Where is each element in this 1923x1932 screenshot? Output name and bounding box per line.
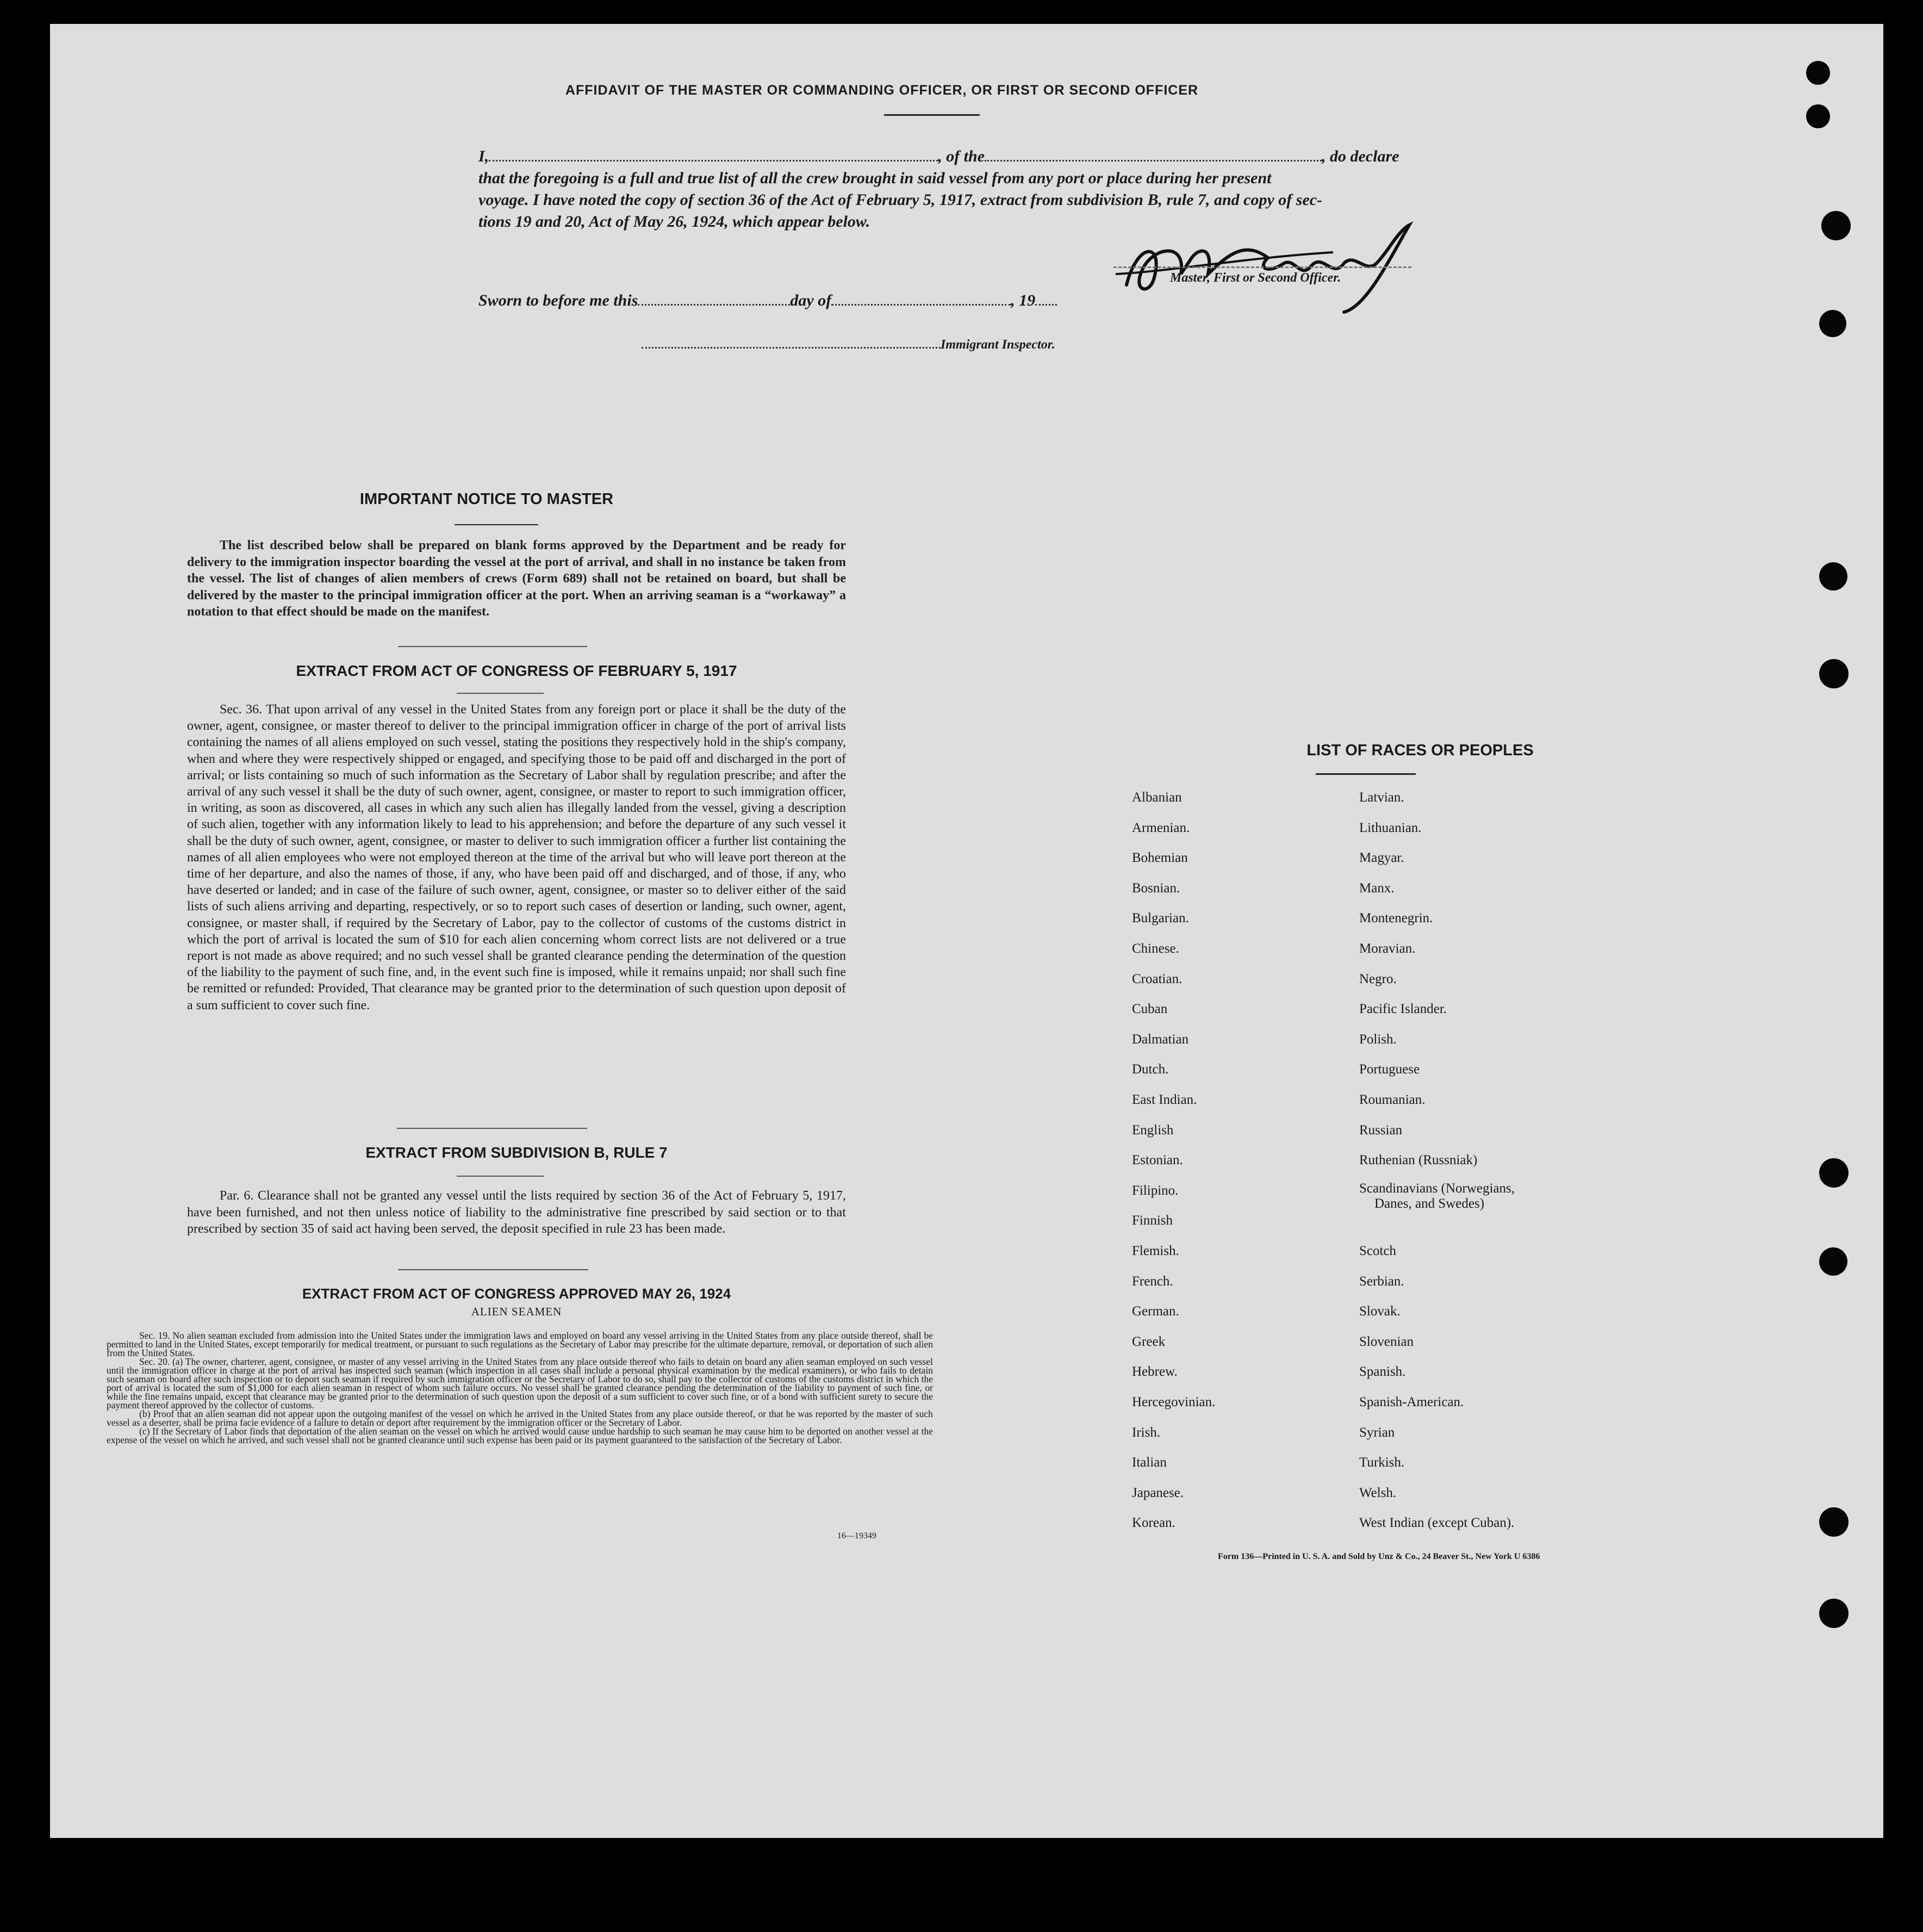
race-item: Chinese. [1132,941,1179,956]
race-item: Montenegrin. [1359,911,1433,926]
race-item: Bulgarian. [1132,911,1189,926]
race-item: Portuguese [1359,1062,1420,1077]
rule7-body: Par. 6. Clearance shall not be granted any vessel until the lists required by section 36 of the Act of February 5, 1917, have been furnished, and not then unless notice of liability to the administrative fine prescribed by said section or to that prescribed by section 35 of said act having been served, the deposit specified in rule 23 has been made. [187,1189,846,1236]
binder-hole [1806,104,1830,128]
race-item: West Indian (except Cuban). [1359,1515,1515,1531]
extract-1924-title: EXTRACT FROM ACT OF CONGRESS APPROVED MAY 26, 1924 [302,1285,731,1302]
sworn-prefix: Sworn to before me this [478,291,638,309]
race-item: Moravian. [1359,941,1416,956]
race-item: Bosnian. [1132,880,1180,896]
race-item: Syrian [1359,1425,1395,1440]
inspector-label: Immigrant Inspector. [941,338,1055,352]
race-item: Flemish. [1132,1244,1179,1258]
binder-hole [1819,310,1846,337]
extract-1917-body: Sec. 36. That upon arrival of any vessel in the United States from any foreign port or place it shall be the duty of the owner, agent, consignee, or master thereof to deliver to the principal immigration officer in charge of the port of arrival lists containing the names of all aliens employed on such vessel, stating the positions they respectively hold in the ship's company, when and where they were respectively shipped or engaged, and specifying those to be paid off and discharged in the port of arrival; or lists containing so much of such information as the Secretary of Labor shall by regulation prescribe; and after the arrival of any such vessel it shall be the duty of such owner, agent, consignee, or master to report to such immigration officer, in writing, as soon as discovered, all cases in which any such alien has illegally landed from the vessel, giving a description of such alien, together with any information likely to lead to his apprehension; and before the departure of any such vessel it shall be the duty of such owner, agent, consignee, or master to deliver to such immigration officer a further list containing the names of all alien employees who were not employed thereon at the time of the arrival but who will leave port thereon at the time of her departure, and also the names of those, if any, who have been paid off and discharged, and of those, if any, who have deserted or landed; and in case of the failure of such owner, agent, consignee, or master so to deliver either of the said lists of such aliens arriving and departing, respectively, or so to report such cases of desertion or landing, such owner, agent, consignee, or master shall, if required by the Secretary of Labor, pay to the collector of customs of the customs district in which the port of arrival is located the sum of $10 for each alien concerning whom correct lists are not delivered or a true report is not made as above required; and no such vessel shall be granted clearance pending the determination of the question of the liability to the payment of such fine, and, in the event such fine is imposed, while it remains unpaid; nor shall such fine be remitted or refunded: Provided, That clearance may be granted prior to the determination of such question upon deposit of a sum sufficient to cover such fine. [187,703,846,1012]
extract-1924-subtitle: ALIEN SEAMEN [471,1305,562,1318]
divider [397,1128,587,1129]
rule7-rule [457,1176,544,1177]
race-item: Polish. [1359,1032,1397,1047]
race-item: Turkish. [1359,1455,1405,1470]
race-item: Albanian [1132,790,1182,805]
race-item: East Indian. [1132,1092,1197,1107]
name-blank [489,148,938,161]
binder-hole [1819,1599,1849,1628]
binder-hole [1819,659,1849,688]
sworn-year: , 19 [1011,291,1036,309]
sworn-month-blank [831,292,1011,306]
sworn-day: day of [790,291,832,309]
affidavit-line-2: that the foregoing is a full and true list of all the crew brought in said vessel from any port or place during her present [478,169,1272,187]
race-item: Cuban [1132,1002,1168,1017]
extract-1917-title: EXTRACT FROM ACT OF CONGRESS OF FEBRUARY 5, 1917 [296,662,737,679]
race-item: English [1132,1122,1174,1138]
inspector-line [642,335,1055,352]
race-item: Ruthenian (Russniak) [1359,1153,1478,1168]
notice-title: IMPORTANT NOTICE TO MASTER [359,490,614,508]
inspector-blank [642,335,941,349]
title-rule [884,114,980,116]
race-item: Spanish-American. [1359,1395,1464,1409]
rule7-title: EXTRACT FROM SUBDIVISION B, RULE 7 [365,1144,668,1161]
race-item: Scotch [1359,1244,1397,1258]
race-item: Serbian. [1359,1273,1404,1289]
sec-20b: (b) Proof that an alien seaman did not appear upon the outgoing manifest of the vessel on which he arrived in the United States from any place outside thereof, or that he was reported by the master of such vessel as a deserter, shall be prima facie evidence of a failure to detain or deport after requirement by the immigration officer or the Secretary of Labor. [107,1408,933,1428]
sec-19: Sec. 19. No alien seaman excluded from admission into the United States under the immigration laws and employed on board any vessel arriving in the United States from any place outside thereof, shall be permitted to land in the United States, except temporarily for medical treatment, or pursuant to such regulations as the Secretary of Labor may prescribe for the ultimate departure, removal, or deportation of such alien from the United States. [107,1330,933,1358]
binder-hole [1821,211,1851,240]
divider [398,1269,588,1270]
race-item: Dalmatian [1132,1032,1189,1047]
sworn-year-blank [1035,292,1057,306]
race-item: Magyar. [1359,850,1404,866]
race-item: Slovak. [1359,1304,1401,1319]
race-item: German. [1132,1304,1179,1319]
race-item: Slovenian [1359,1334,1414,1349]
footer-imprint: Form 136—Printed in U. S. A. and Sold by Unz & Co., 24 Beaver St., New York U 6386 [1218,1552,1540,1561]
race-item: Greek [1132,1334,1166,1349]
notice-rule [455,524,538,525]
race-item: Danes, and Swedes) [1374,1196,1485,1211]
notice-body: The list described below shall be prepared on blank forms approved by the Department and be ready for delivery to the immigration inspector boarding the vessel at the port of arrival, and shall in no instance be taken from the vessel. The list of changes of alien members of crews (Form 689) shall not be retained on board, but shall be delivered by the master to the principal immigration officer at the port. When an arriving seaman is a “workaway” a notation to that effect should be made on the manifest. [187,538,846,619]
line1-declare: , do declare [1322,147,1399,165]
line1-i: I, [478,147,489,165]
race-item: French. [1132,1273,1173,1289]
race-item: Manx. [1359,880,1395,896]
signature-line [1113,266,1411,268]
line1-of-the: , of the [938,147,985,165]
race-item: Lithuanian. [1359,820,1422,835]
race-item: Pacific Islander. [1359,1002,1447,1017]
affidavit-line-4: tions 19 and 20, Act of May 26, 1924, which appear below. [478,213,870,231]
affidavit-line-1 [478,146,1490,167]
binder-hole [1819,1158,1849,1188]
race-item: Estonian. [1132,1153,1183,1168]
races-rule [1316,773,1416,775]
race-item: Scandinavians (Norwegians, [1359,1181,1515,1196]
race-item: Armenian. [1132,820,1190,835]
extract-1917-rule [457,693,544,694]
race-item: Bohemian [1132,850,1188,866]
binder-hole [1819,1507,1849,1537]
vessel-blank [985,148,1322,161]
race-item: Welsh. [1359,1485,1397,1500]
form-code: 16—19349 [837,1531,876,1540]
form-sheet [50,24,1883,1838]
race-item: Croatian. [1132,971,1183,986]
signature-caption: Master, First or Second Officer. [1170,271,1341,285]
race-item: Irish. [1132,1425,1161,1440]
race-item: Italian [1132,1455,1167,1470]
binder-hole [1806,61,1830,85]
race-item: Negro. [1359,971,1397,986]
sec-20a: Sec. 20. (a) The owner, charterer, agent, consignee, or master of any vessel arriving in the United States from any place outside thereof who fails to detain on board any alien seaman employed on such vessel until the immigration officer in charge at the port of arrival has inspected such seaman (which inspection in all cases shall include a personal physical examination by the medical examiners), or who fails to detain such seaman on board after such inspection or to deport such seaman if required by such immigration officer or the Secretary of Labor to do so, shall pay to the collector of customs of the customs district in which the port of arrival is located the sum of $1,000 for each alien seaman in respect of whom such failure occurs. No vessel shall be granted clearance pending the determination of the liability to payment of such fine, or while the fine remains unpaid, except that clearance may be granted prior to the determination of such question upon the deposit of a sum sufficient to cover such fine, or of a bond with sufficient surety to secure the payment thereof approved by the collector of customs. [107,1356,933,1411]
divider [398,646,587,647]
race-item: Dutch. [1132,1062,1169,1077]
binder-hole [1819,562,1847,591]
races-title: LIST OF RACES OR PEOPLES [1306,742,1534,759]
race-item: Filipino. [1132,1183,1179,1198]
extract-1924-body [107,1331,933,1444]
race-item: Spanish. [1359,1364,1406,1380]
binder-hole [1819,1247,1847,1276]
affidavit-line-3: voyage. I have noted the copy of section 36 of the Act of February 5, 1917, extract from subdivision B, rule 7, and copy of sec- [478,191,1323,209]
affidavit-title: AFFIDAVIT OF THE MASTER OR COMMANDING OFFICER, OR FIRST OR SECOND OFFICER [565,83,1199,98]
race-item: Hebrew. [1132,1364,1178,1380]
race-item: Roumanian. [1359,1092,1426,1107]
race-item: Japanese. [1132,1485,1184,1500]
race-item: Hercegovinian. [1132,1395,1216,1409]
race-item: Russian [1359,1122,1403,1138]
signature [1105,220,1453,318]
race-item: Latvian. [1359,790,1404,805]
sworn-day-blank [638,292,790,306]
sworn-line [478,291,1057,310]
race-item: Finnish [1132,1213,1173,1228]
race-item: Korean. [1132,1515,1175,1531]
sec-20c: (c) If the Secretary of Labor finds that deportation of the alien seaman on the vessel on which he arrived would cause undue hardship to such seaman he may cause him to be deported on another vessel at the expense of the vessel on which he arrived, and such vessel shall not be granted clearance until such expense has been paid or its payment guaranteed to the satisfaction of the Secretary of Labor. [107,1426,933,1445]
